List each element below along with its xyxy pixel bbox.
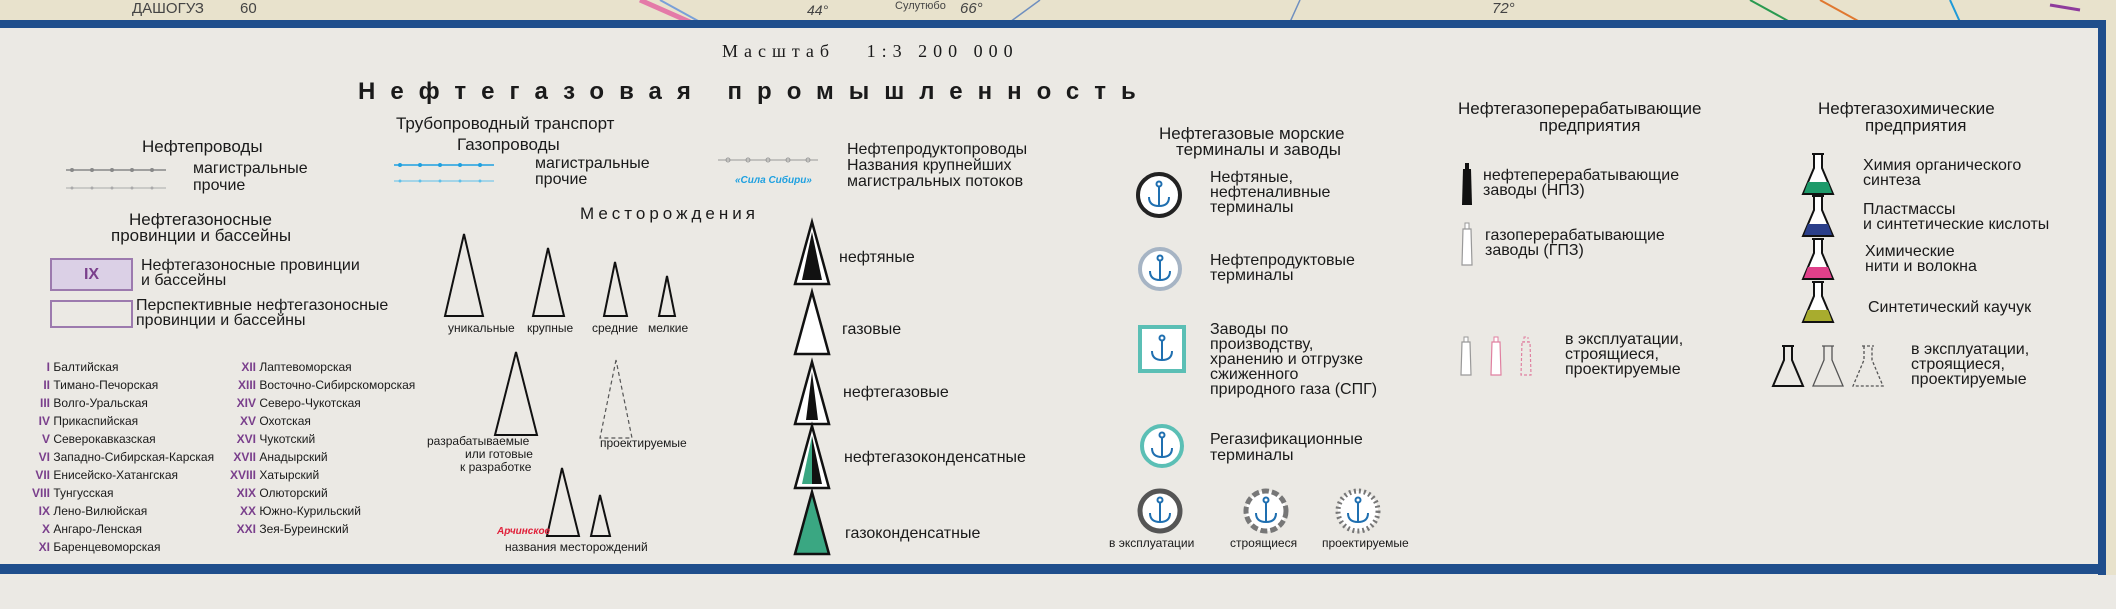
petrochem-state-label: проектируемые <box>1911 371 2027 388</box>
refinery-state-label: строящиеся, <box>1565 346 1659 363</box>
regas-terminal-icon <box>1139 423 1185 469</box>
province-item: IX Лено-Вилюйская <box>38 504 148 518</box>
province-box-label: и бассейны <box>141 272 227 289</box>
perspective-province-label: Перспективные нефтегазоносные <box>136 297 389 314</box>
terminal-building-icon <box>1243 488 1289 534</box>
refinery-state-label: проектируемые <box>1565 361 1681 378</box>
province-item: XIX Олюторский <box>236 486 328 500</box>
refinery-state-icons <box>1458 337 1538 379</box>
terminals-title: Нефтегазовые морские <box>1159 124 1345 143</box>
map-latitude-label: 72° <box>1492 0 1515 17</box>
oil-terminal-label: терминалы <box>1210 199 1294 216</box>
province-item: XVIII Хатырский <box>229 468 320 482</box>
map-background-right <box>2106 0 2116 575</box>
field-developed-label: к разработке <box>460 460 532 474</box>
petrochem-plastics-label: и синтетические кислоты <box>1863 216 2050 233</box>
terminals-title: терминалы и заводы <box>1176 140 1341 159</box>
terminal-planned-icon <box>1335 488 1381 534</box>
province-item: XII Лаптевоморская <box>241 360 352 374</box>
perspective-province-box <box>50 300 133 328</box>
petrochem-state-label: строящиеся, <box>1911 356 2005 373</box>
gpz-icon <box>1459 223 1475 268</box>
petrochem-fibers-label: нити и волокна <box>1865 258 1977 275</box>
flask-plastics-icon <box>1800 194 1836 240</box>
field-size-unique: уникальные <box>448 321 515 335</box>
oil-pipelines-title: Нефтепроводы <box>142 137 263 156</box>
product-terminal-label: Нефтепродуктовые <box>1210 252 1355 269</box>
lng-plant-label: хранению и отгрузке <box>1210 351 1363 368</box>
flask-fibers-icon <box>1800 237 1836 283</box>
map-frame-top <box>0 20 2106 28</box>
province-item: X Ангаро-Ленская <box>41 522 142 536</box>
map-frame-right <box>2098 20 2106 575</box>
province-item: IV Прикаспийская <box>38 414 139 428</box>
field-names-label: названия месторождений <box>505 540 648 554</box>
product-pipelines-label: Нефтепродуктопроводы <box>847 141 1028 158</box>
npz-label: нефтеперерабатывающие <box>1483 167 1680 184</box>
province-item: XXI Зея-Буреинский <box>236 522 349 536</box>
oil-terminal-label: Нефтяные, <box>1210 169 1293 186</box>
province-item: VII Енисейско-Хатангская <box>35 468 178 482</box>
province-item: XV Охотская <box>239 414 311 428</box>
flask-organic-icon <box>1800 152 1836 198</box>
regas-terminal-label: терминалы <box>1210 447 1294 464</box>
perspective-province-label: провинции и бассейны <box>136 312 306 329</box>
gas-pipeline-symbols <box>394 163 498 185</box>
province-item: VIII Тунгусская <box>31 486 114 500</box>
flow-names-label: Названия крупнейших <box>847 157 1012 174</box>
pipeline-transport-header: Трубопроводный транспорт <box>396 114 615 133</box>
fields-title: Месторождения <box>580 204 759 223</box>
province-item: XI Баренцевоморская <box>38 540 161 554</box>
field-size-medium: средние <box>592 321 639 335</box>
lng-plant-label: природного газа (СПГ) <box>1210 381 1378 398</box>
petrochem-title: предприятия <box>1865 116 1967 135</box>
province-item: XIV Северо-Чукотская <box>236 396 361 410</box>
refining-title: Нефтегазоперерабатывающие <box>1458 99 1702 118</box>
field-developed-label: разрабатываемые <box>427 434 530 448</box>
map-town-label: Сулутюбо <box>895 0 946 12</box>
flow-name-example: «Сила Сибири» <box>735 175 812 186</box>
terminal-exploit-icon <box>1137 488 1183 534</box>
province-item: II Тимано-Печорская <box>43 378 159 392</box>
province-item: VI Западно-Сибирская-Карская <box>38 450 215 464</box>
terminal-state-planned: проектируемые <box>1322 536 1409 550</box>
oil-terminal-icon <box>1134 170 1184 220</box>
product-terminal-label: терминалы <box>1210 267 1294 284</box>
gpz-label: газоперерабатывающие <box>1485 227 1665 244</box>
provinces-title: Нефтегазоносные <box>129 210 272 229</box>
flow-names-label: магистральных потоков <box>847 173 1024 190</box>
province-box-label: Нефтегазоносные провинции <box>141 257 360 274</box>
lng-plant-label: производству, <box>1210 336 1314 353</box>
lng-plant-icon <box>1138 325 1186 373</box>
province-box: IX <box>50 258 133 291</box>
petrochem-state-icons <box>1770 344 1890 390</box>
petrochem-rubber-label: Синтетический каучук <box>1868 299 2032 316</box>
npz-icon <box>1459 163 1475 208</box>
province-item: V Северокавказская <box>41 432 156 446</box>
terminal-state-building: строящиеся <box>1230 536 1298 550</box>
petrochem-fibers-label: Химические <box>1865 243 1955 260</box>
map-latitude-label: 44° <box>807 2 829 18</box>
map-latitude-label: 66° <box>960 0 983 17</box>
petrochem-state-label: в эксплуатации, <box>1911 341 2030 358</box>
product-pipeline-symbol <box>718 157 822 163</box>
province-item: XVI Чукотский <box>236 432 316 446</box>
legend-panel <box>0 28 2098 564</box>
map-background-top <box>0 0 2116 22</box>
oil-terminal-label: нефтеналивные <box>1210 184 1331 201</box>
map-number-label: 60 <box>240 0 257 17</box>
province-item: III Волго-Уральская <box>39 396 148 410</box>
field-size-small: мелкие <box>648 321 689 335</box>
refining-title: предприятия <box>1539 116 1641 135</box>
oil-pipeline-main-label: магистральные <box>193 160 308 177</box>
npz-label: заводы (НПЗ) <box>1483 182 1585 199</box>
field-planned-label: проектируемые <box>600 436 687 450</box>
lng-plant-label: сжиженного <box>1210 366 1299 383</box>
regas-terminal-label: Регазификационные <box>1210 431 1363 448</box>
field-developed-label: или готовые <box>465 447 533 461</box>
field-type-oilgascond: нефтегазоконденсатные <box>844 449 1026 466</box>
petrochem-organic-label: Химия органического <box>1863 157 2022 174</box>
petrochem-plastics-label: Пластмассы <box>1863 201 1956 218</box>
oil-pipeline-symbols <box>66 168 170 192</box>
province-item: XIII Восточно-Сибирскоморская <box>237 378 416 392</box>
province-item: I Балтийская <box>46 360 119 374</box>
field-type-oil: нефтяные <box>839 249 915 266</box>
province-item: XX Южно-Курильский <box>239 504 361 518</box>
map-lines <box>0 0 2116 22</box>
map-city-label: ДАШОГУЗ <box>132 0 204 17</box>
lng-plant-label: Заводы по <box>1210 321 1289 338</box>
field-size-symbols <box>440 230 700 530</box>
provinces-title: провинции и бассейны <box>111 226 292 245</box>
map-frame-bottom <box>0 564 2106 574</box>
product-terminal-icon <box>1137 246 1183 292</box>
petrochem-title: Нефтегазохимические <box>1818 99 1995 118</box>
oil-pipeline-other-label: прочие <box>193 177 246 194</box>
gpz-label: заводы (ГПЗ) <box>1485 242 1584 259</box>
field-type-symbols <box>790 220 834 555</box>
legend-title: Нефтегазовая промышленность <box>358 78 1151 105</box>
terminal-state-exploit: в эксплуатации <box>1109 536 1195 550</box>
field-type-oilgas: нефтегазовые <box>843 384 949 401</box>
gas-pipelines-title: Газопроводы <box>457 135 560 154</box>
field-type-gascond: газоконденсатные <box>845 525 981 542</box>
field-name-example: Арчинское <box>497 526 551 537</box>
field-type-gas: газовые <box>842 321 902 338</box>
province-item: XVII Анадырский <box>233 450 328 464</box>
refinery-state-label: в эксплуатации, <box>1565 331 1684 348</box>
field-size-large: крупные <box>527 321 574 335</box>
petrochem-organic-label: синтеза <box>1863 172 1921 189</box>
map-scale: Масштаб 1:3 200 000 <box>722 41 1019 61</box>
gas-pipeline-other-label: прочие <box>535 171 588 188</box>
gas-pipeline-main-label: магистральные <box>535 155 650 172</box>
flask-rubber-icon <box>1800 280 1836 326</box>
